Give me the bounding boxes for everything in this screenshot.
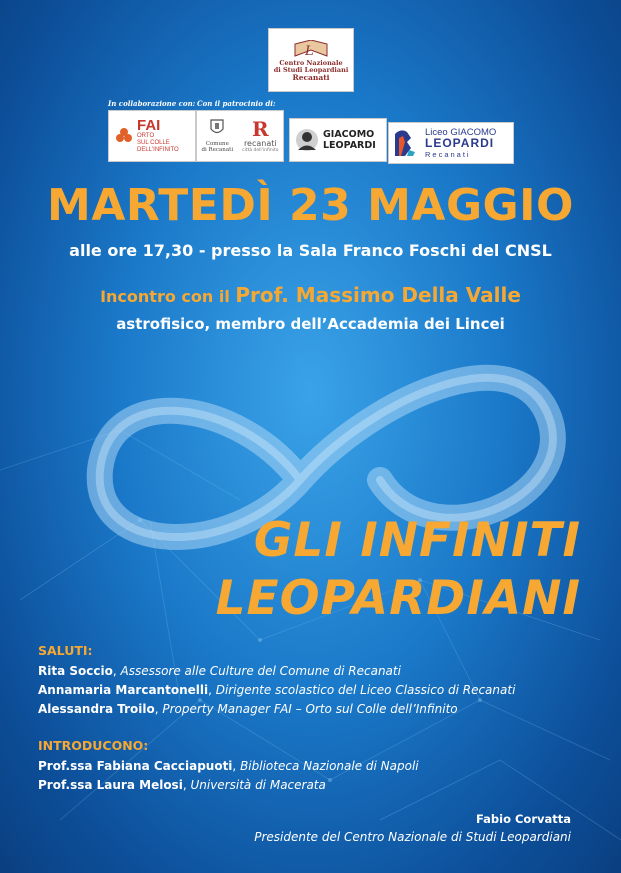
list-item: Prof.ssa Fabiana Cacciapuoti, Biblioteca Nazionale di Napoli xyxy=(38,759,419,773)
speaker-role: astrofisico, membro dell’Accademia dei Lincei xyxy=(116,315,505,333)
event-date: MARTEDÌ 23 MAGGIO xyxy=(47,180,574,231)
list-item: Annamaria Marcantonelli, Dirigente scolastico del Liceo Classico di Recanati xyxy=(38,683,516,697)
comune-line-2: di Recanati xyxy=(201,147,234,153)
recanati-sub: città dell'infinito xyxy=(242,148,279,153)
comune-recanati-logo xyxy=(196,110,284,162)
cnsl-logo xyxy=(268,28,354,92)
signature xyxy=(254,810,571,846)
svg-text:L: L xyxy=(305,43,314,59)
portrait-icon xyxy=(295,128,319,152)
saluti-section xyxy=(38,643,515,719)
fai-logo xyxy=(108,110,196,162)
list-item: Alessandra Troilo, Property Manager FAI – Orto sul Colle dell’Infinito xyxy=(38,702,458,716)
signature-title: Presidente del Centro Nazionale di Studi Leopardiani xyxy=(254,830,571,844)
collab-label: In collaborazione con: xyxy=(108,99,196,108)
event-time-place: alle ore 17,30 - presso la Sala Franco Foschi del CNSL xyxy=(69,241,552,260)
fai-sub-2: SUL COLLE xyxy=(137,140,170,146)
comune-line-1: Comune xyxy=(205,141,229,147)
recanati-r-icon: R xyxy=(251,117,269,141)
event-title xyxy=(216,512,581,628)
introducono-section xyxy=(38,738,419,795)
list-item: Rita Soccio, Assessore alle Culture del Comune di Recanati xyxy=(38,664,401,678)
giacomo-line-2: LEOPARDI xyxy=(323,140,376,151)
event-meeting-line xyxy=(0,283,621,307)
patron-label: Con il patrocinio di: xyxy=(197,99,276,108)
fai-flower-icon xyxy=(115,127,133,145)
title-line-1: GLI INFINITI xyxy=(253,513,581,568)
giacomo-leopardi-logo xyxy=(289,118,387,162)
list-item: Prof.ssa Laura Melosi, Università di Macerata xyxy=(38,778,326,792)
liceo-logo xyxy=(388,122,514,164)
liceo-line-3: Recanati xyxy=(425,149,471,159)
speaker-name: Prof. Massimo Della Valle xyxy=(235,283,521,307)
fai-sub-1: ORTO xyxy=(137,133,155,139)
liceo-line-1: Liceo GIACOMO xyxy=(425,126,497,138)
fai-sub-3: DELL'INFINITO xyxy=(137,147,179,153)
fai-name: FAI xyxy=(137,117,161,134)
introducono-heading: INTRODUCONO: xyxy=(38,738,149,753)
logo-line-1: Centro Nazionale xyxy=(279,58,343,67)
liceo-line-2: LEOPARDI xyxy=(425,135,495,150)
signature-name: Fabio Corvatta xyxy=(475,812,571,826)
liceo-profile-icon xyxy=(393,128,419,158)
logo-line-2: di Studi Leopardiani xyxy=(273,65,349,74)
title-line-2: LEOPARDIANI xyxy=(215,571,581,626)
coat-of-arms-icon xyxy=(209,119,225,137)
book-icon xyxy=(291,40,331,60)
saluti-heading: SALUTI: xyxy=(38,643,93,658)
recanati-name: recanati xyxy=(243,139,277,148)
giacomo-line-1: GIACOMO xyxy=(323,129,375,140)
logo-line-3: Recanati xyxy=(292,72,330,82)
meeting-prefix: Incontro con il xyxy=(100,287,230,306)
